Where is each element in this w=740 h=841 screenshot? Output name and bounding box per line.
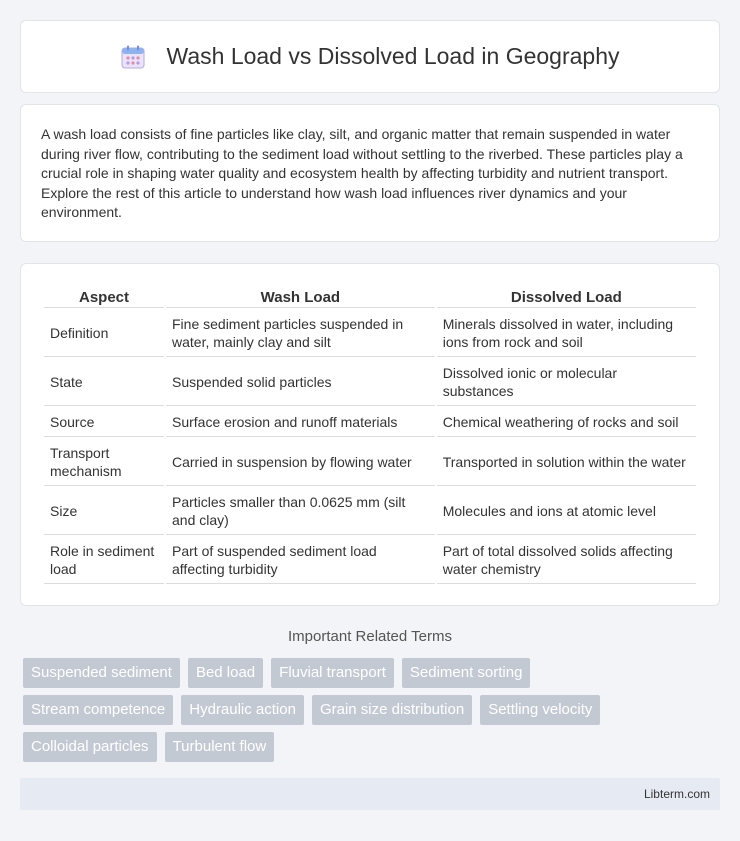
column-header-dissolved-load: Dissolved Load [437,288,696,308]
tag-suspended-sediment[interactable]: Suspended sediment [23,658,180,688]
calendar-icon [120,44,146,70]
table-cell: Part of suspended sediment load affecting turbidity [166,537,435,584]
table-row [44,408,696,437]
table-cell: Definition [44,310,164,357]
table-cell: Source [44,408,164,437]
table-cell: Particles smaller than 0.0625 mm (silt and clay) [166,488,435,535]
table-cell: Transported in solution within the water [437,439,696,486]
tag-grain-size-distribution[interactable]: Grain size distribution [312,695,472,725]
tag-turbulent-flow[interactable]: Turbulent flow [165,732,275,762]
table-row [44,359,696,406]
table-row [44,537,696,584]
table-cell: Suspended solid particles [166,359,435,406]
table-cell: Surface erosion and runoff materials [166,408,435,437]
comparison-table-card [20,263,720,606]
table-cell: Part of total dissolved solids affecting water chemistry [437,537,696,584]
comparison-table [42,286,698,586]
table-cell: Fine sediment particles suspended in water, mainly clay and silt [166,310,435,357]
column-header-wash-load: Wash Load [166,288,435,308]
tag-fluvial-transport[interactable]: Fluvial transport [271,658,394,688]
tag-hydraulic-action[interactable]: Hydraulic action [181,695,304,725]
footer [20,778,720,810]
table-cell: Molecules and ions at atomic level [437,488,696,535]
header-card [20,20,720,93]
tag-stream-competence[interactable]: Stream competence [23,695,173,725]
table-cell: State [44,359,164,406]
table-cell: Role in sediment load [44,537,164,584]
table-cell: Minerals dissolved in water, including ions from rock and soil [437,310,696,357]
intro-paragraph: A wash load consists of fine particles like clay, silt, and organic matter that remain suspended in water during river flow, contributing to the sediment load without settling to the riverbed. These particles play a crucial role in shaping water quality and ecosystem health by affecting turbidity and nutrient transport. Explore the rest of this article to understand how wash load influences river dynamics and your environment. [41,126,683,221]
table-row [44,439,696,486]
table-cell: Transport mechanism [44,439,164,486]
intro-card [20,104,720,242]
tag-bed-load[interactable]: Bed load [188,658,263,688]
header [120,43,619,70]
table-row [44,488,696,535]
table-cell: Size [44,488,164,535]
table-cell: Dissolved ionic or molecular substances [437,359,696,406]
related-terms-list [23,658,723,769]
page-title: Wash Load vs Dissolved Load in Geography [166,43,620,69]
related-terms-heading: Important Related Terms [288,628,452,645]
tag-colloidal-particles[interactable]: Colloidal particles [23,732,157,762]
table-row [44,310,696,357]
footer-site-link[interactable]: Libterm.com [643,787,710,801]
table-header-row [44,288,696,308]
column-header-aspect: Aspect [44,288,164,308]
tag-settling-velocity[interactable]: Settling velocity [480,695,600,725]
tag-sediment-sorting[interactable]: Sediment sorting [402,658,531,688]
table-cell: Carried in suspension by flowing water [166,439,435,486]
table-cell: Chemical weathering of rocks and soil [437,408,696,437]
